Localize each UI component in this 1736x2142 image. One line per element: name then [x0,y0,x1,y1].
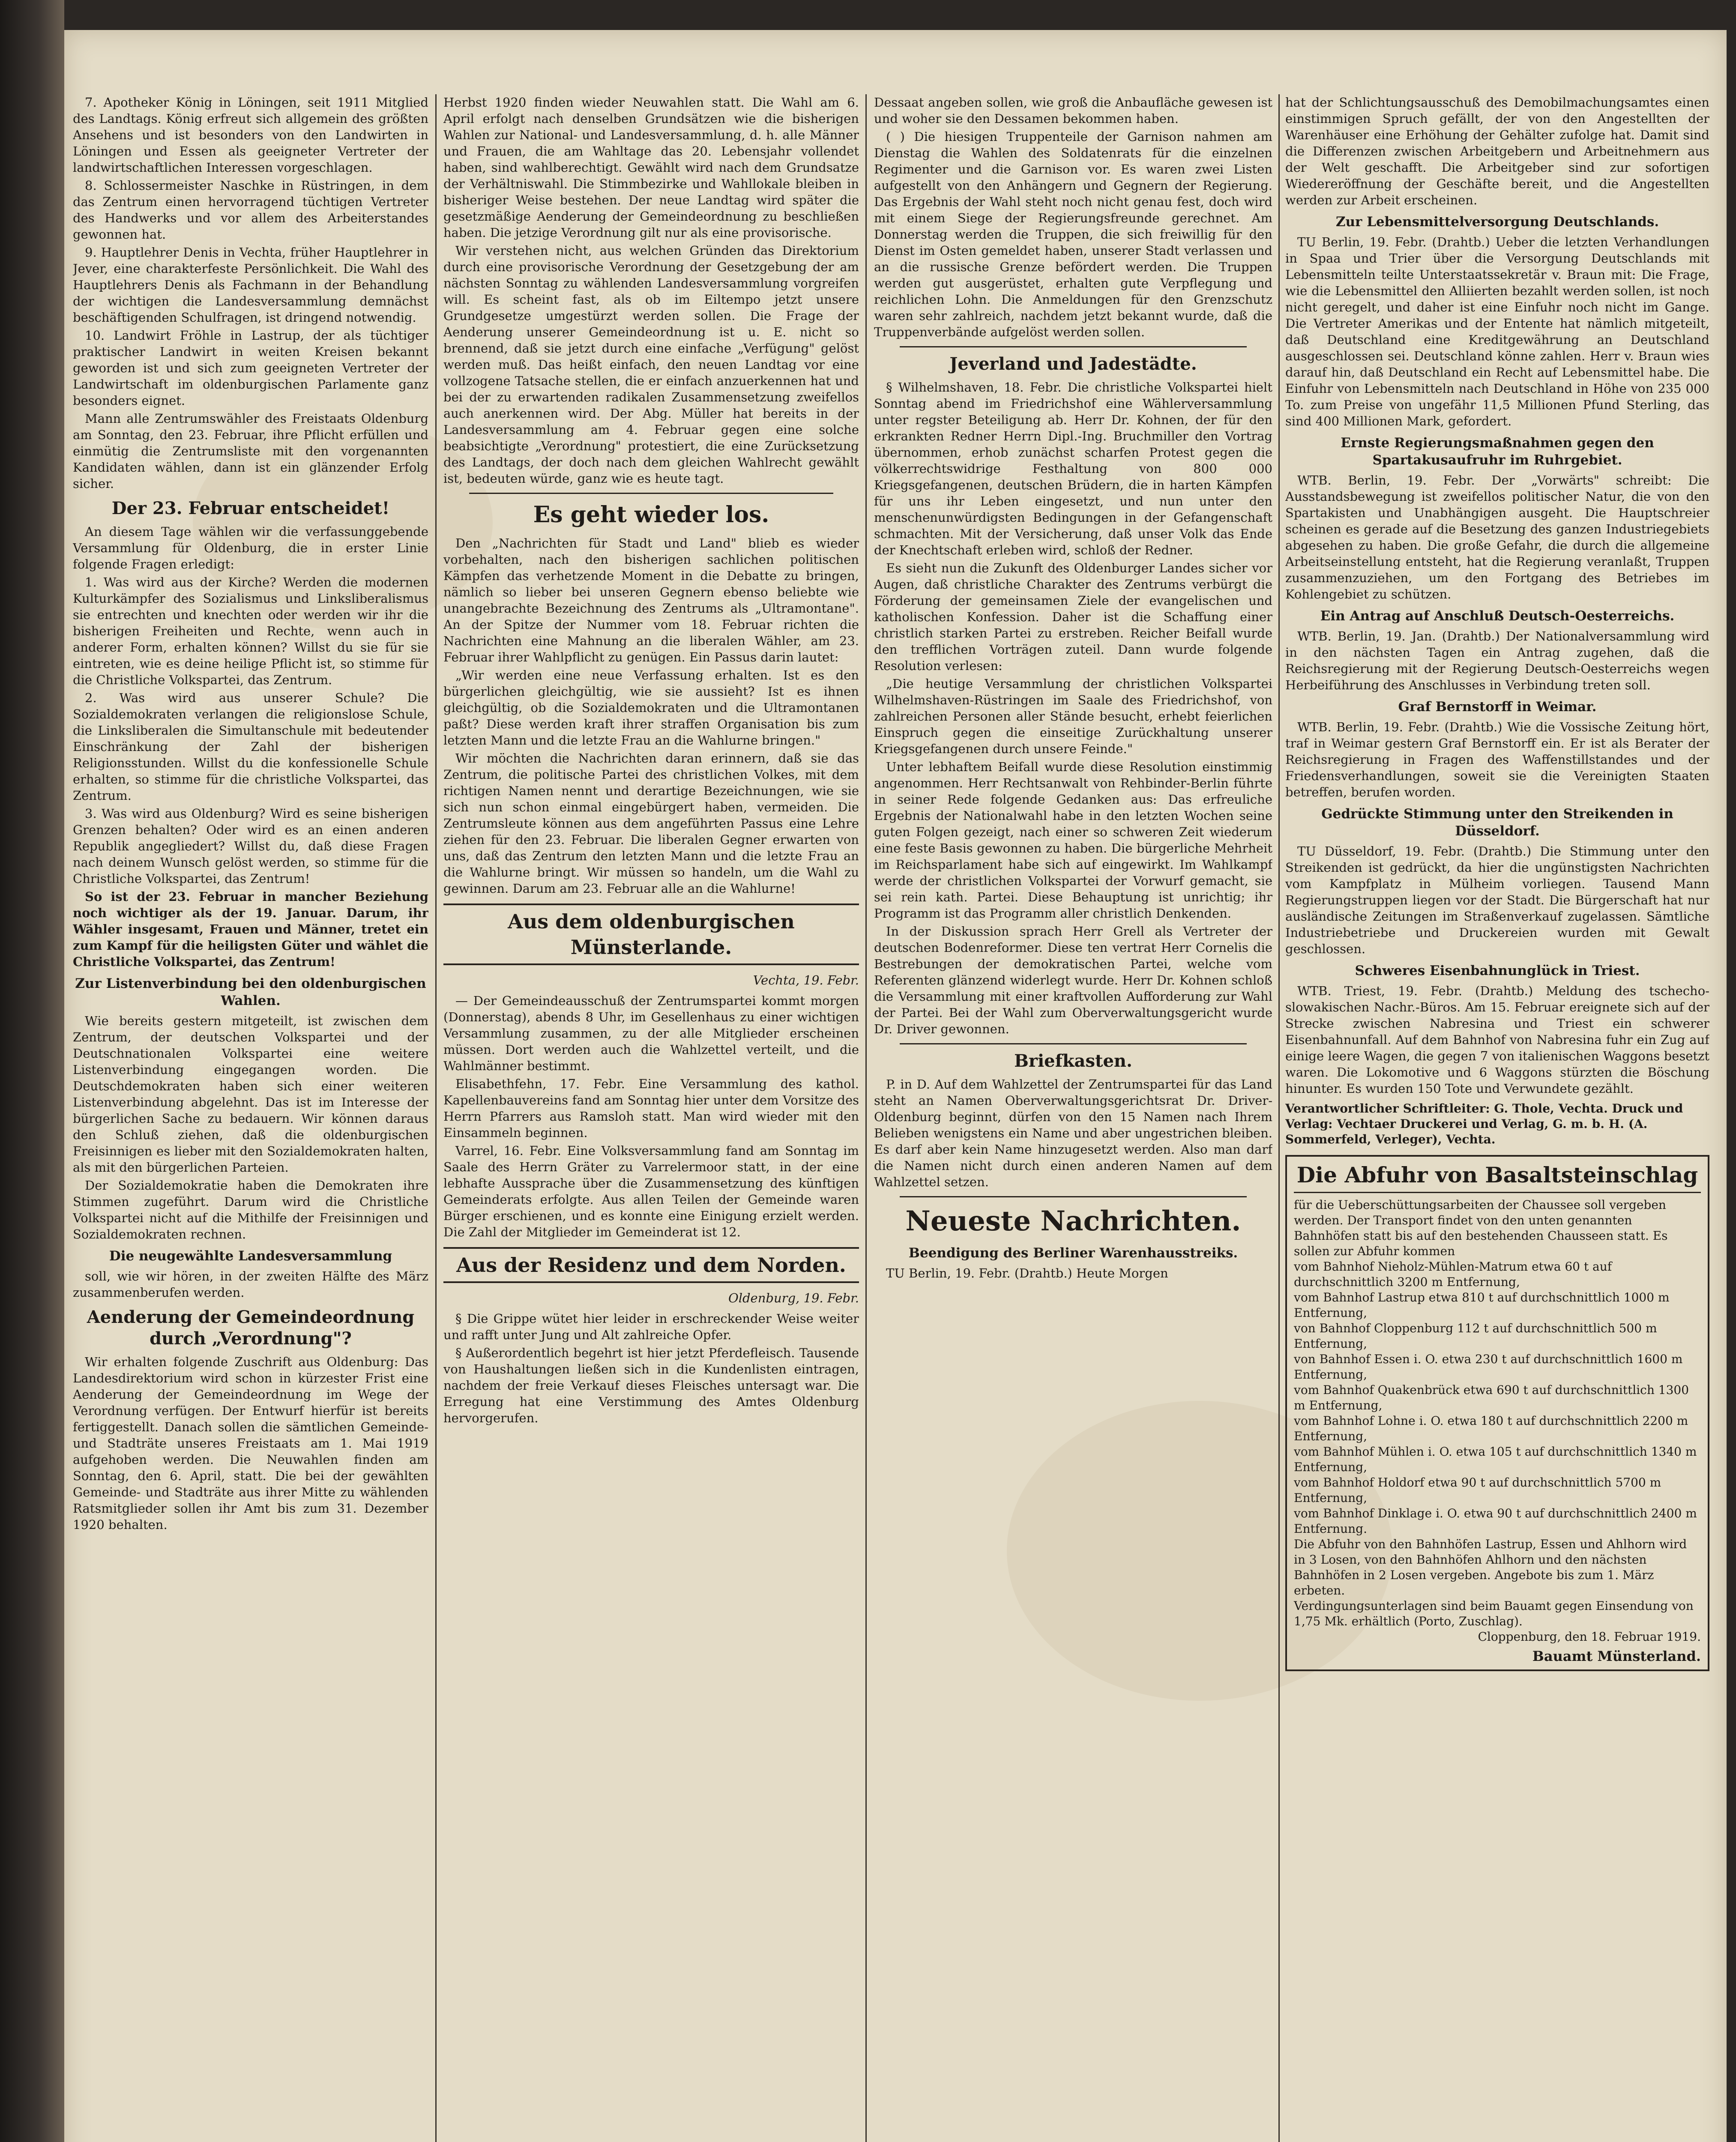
column-2 [443,94,859,2142]
column-rule [1278,94,1280,2142]
section-divider [900,346,1247,347]
article-paragraph: WTB. Triest, 19. Febr. (Drahtb.) Meldung des tschecho-slowakischen Nachr.-Büros. Am 15. Februar ereignete sich auf der Strecke zwischen Nabresina und Triest ein schwerer Eisenbahnunfall. Auf dem Bahnhof von Nabresina fuhr ein Zug auf einige leere Wagen, die gegen 7 von italienischen Waggons besetzt waren. Die Lokomotive und 6 Waggons stürzten die Böschung hinunter. Es wurden 150 Tote und Verwundete gezählt. [1285,984,1709,1096]
article-paragraph: § Die Grippe wütet hier leider in erschreckender Weise weiter und rafft unter Jung und Alt zahlreiche Opfer. [443,1311,859,1342]
column-3 [874,94,1272,2142]
article-paragraph: § Wilhelmshaven, 18. Febr. Die christliche Volkspartei hielt Sonntag abend im Friedrichshof eine Wählerversammlung unter regster Beteiligung ab. Herr Dr. Kohnen, der für den erkrankten Redner Herrn Dipl.-Ing. Bruchmiller den Vortrag übernommen, erhob zunächst scharfen Protest gegen die völkerrechtswidrige Festhaltung von 800 000 Kriegsgefangenen, deutschen Brüdern, die in harten Kämpfen für uns ihr Leben eingesetzt, und nun unter den menschenunwürdigsten Bedingungen in der Gefangenschaft schmachten. Mit der Versicherung, daß unser Volk das Ende der Knechtschaft erleben wird, schloß der Redner. [874,380,1272,557]
headline-list-connection: Zur Listenverbindung bei den oldenburgischen Wahlen. [75,976,426,1008]
section-divider [900,1196,1247,1197]
article-paragraph: Unter lebhaftem Beifall wurde diese Resolution einstimmig angenommen. Herr Rechtsanwalt von Rehbinder-Berlin führte in seiner Rede folgende Gedanken aus: Das erfreuliche Ergebnis der Nationalwahl habe in den letzten Wochen seine guten Folgen gezeigt, nach einer so schweren Zeit wiederum eine feste Basis gewonnen zu haben. Die bürgerliche Mehrheit im Reichsparlament habe sich auf eingewirkt. Im Wahlkampf werde der christlichen Volkspartei der Vorwurf gemacht, sie sei rein kath. Partei. Diese Behauptung ist unrichtig; ihr Programm ist das Programm aller christlich Denkenden. [874,760,1272,921]
article-paragraph: 8. Schlossermeister Naschke in Rüstringen, in dem das Zentrum einen hervorragend tüchtigen Vertreter des Handwerks und vor allem des Arbeiterstandes gewonnen hat. [73,178,428,242]
article-paragraph: WTB. Berlin, 19. Febr. Der „Vorwärts" schreibt: Die Ausstandsbewegung ist zweifellos politischer Natur, die von den Spartakisten und Unabhängigen ausgeht. Die Hauptschreier scheinen es gerade auf die Besetzung des ganzen Industriegebiets abgesehen zu haben. Die große Gefahr, die durch die allgemeine Arbeitseinstellung entsteht, hat die Regierung veranlaßt, Truppen zusammenzuziehen, um den Fortgang des Betriebes im Kohlengebiet zu schützen. [1285,473,1709,601]
dateline: Vechta, 19. Febr. [753,973,859,987]
headline-food-supply: Zur Lebensmittelversorgung Deutschlands. [1335,214,1659,230]
headline-trieste-accident: Schweres Eisenbahnunglück in Triest. [1355,963,1640,978]
column-rule [435,94,437,2142]
article-paragraph: Dessaat angeben sollen, wie groß die Anbaufläche gewesen ist und woher sie den Dessamen bekommen haben. [874,95,1272,126]
ad-row: vom Bahnhof Lastrup etwa 810 t auf durchschnittlich 1000 m Entfernung, [1294,1290,1670,1320]
article-paragraph: Wir möchten die Nachrichten daran erinnern, daß sie das Zentrum, die politische Partei des christlichen Volkes, mit dem richtigen Namen nennt und derartige Bezeichnungen, wie sie sich nun schon einmal eingebürgert haben, vermeiden. Die Zentrumsleute können aus dem angeführten Passus eine Lehre ziehen für den 23. Februar. Die liberalen Gegner erwarten von uns, daß das Zentrum den letzten Mann und die letzte Frau an die Wahlurne bringt. Wir müssen so handeln, um die Wahl zu gewinnen. Darum am 23. Februar alle an die Wahlurne! [443,751,859,896]
section-divider [900,1043,1247,1044]
newspaper-page [64,30,1727,2142]
article-paragraph: Mann alle Zentrumswähler des Freistaats Oldenburg am Sonntag, den 23. Februar, ihre Pflicht erfüllen und einmütig die Zentrumsliste mit den vorgenannten Kandidaten wählen, dann ist ein glänzender Erfolg sicher. [73,411,428,491]
article-paragraph: 10. Landwirt Fröhle in Lastrup, der als tüchtiger praktischer Landwirt in weiten Kreisen bekannt geworden ist und sich zum geeigneten Vertreter der Landwirtschaft im oldenburgischen Parlamente ganz besonders eignet. [73,328,428,408]
article-paragraph: WTB. Berlin, 19. Febr. (Drahtb.) Wie die Vossische Zeitung hört, traf in Weimar gestern Graf Bernstorff ein. Er ist als Berater der Reichsregierung in Fragen des Waffenstillstandes und der Friedensverhandlungen, soweit sie die Vereinigten Staaten betreffen, berufen worden. [1285,720,1709,799]
headline-jeverland: Jeverland und Jadestädte. [949,354,1197,374]
article-paragraph: Wir erhalten folgende Zuschrift aus Oldenburg: Das Landesdirektorium wird schon in kürzester Frist eine Aenderung der Gemeindeordnung im Wege der Verordnung verfügen. Der Entwurf hierfür ist bereits fertiggestellt. Danach sollen die sämtlichen Gemeinde- und Stadträte unseres Freistaats am 1. Mai 1919 aufgehoben werden. Die Neuwahlen finden am Sonntag, den 6. April, statt. Die bei der gewählten Gemeinde- und Stadträte aus ihrer Mitte zu wählenden Ratsmitglieder sollen ihr Amt bis zum 31. Dezember 1920 behalten. [73,1355,428,1532]
headline-duesseldorf-strike: Gedrückte Stimmung unter den Streikenden in Düsseldorf. [1321,806,1673,839]
article-paragraph: Der Sozialdemokratie haben die Demokraten ihre Stimmen zugeführt. Darum wird die Christliche Volkspartei nicht auf die Mithilfe der Freisinnigen und Sozialdemokraten rechnen. [73,1178,428,1242]
ad-row: vom Bahnhof Mühlen i. O. etwa 105 t auf durchschnittlich 1340 m Entfernung, [1294,1445,1697,1474]
article-paragraph: ( ) Die hiesigen Truppenteile der Garnison nahmen am Dienstag die Wahlen des Soldatenrats für die einzelnen Regimenter und die Garnison vor. Es waren zwei Listen aufgestellt von den Anhängern und Gegnern der Regierung. Das Ergebnis der Wahl steht noch nicht genau fest, doch wird mit einem Siege der Regierungsfreunde gerechnet. Am Donnerstag werden die Truppen, die sich freiwillig für den Dienst im Osten gemeldet haben, unserer Stadt verlassen und an die russische Grenze befördert werden. Die Truppen werden gut ausgerüstet, erhalten gute Verpflegung und reichlichen Lohn. Die Anmeldungen für den Grenzschutz waren sehr zahlreich, nachdem jetzt bekannt wurde, daß die Truppenverbände aufgelöst werden sollen. [874,129,1272,339]
headline-municipal-ordinance: Aenderung der Gemeindeordnung durch „Verordnung"? [87,1307,415,1349]
page-binding-edge [0,0,64,2142]
dateline: Oldenburg, 19. Febr. [728,1291,859,1305]
article-paragraph: — Der Gemeindeausschuß der Zentrumspartei kommt morgen (Donnerstag), abends 8 Uhr, im Gesellenhaus zu einer wichtigen Versammlung zusammen, zu der alle Mitglieder erscheinen müssen. Dort werden auch die Wahlzettel verteilt, und die Wahlmänner bestimmt. [443,993,859,1073]
ad-row: Die Abfuhr von den Bahnhöfen Lastrup, Essen und Ahlhorn wird in 3 Losen, von den Bahnhöfen Ahlhorn und den nächsten Bahnhöfen in 2 Losen vergeben. Angebote bis zum 1. März erbeten. [1294,1537,1687,1598]
article-paragraph: Herbst 1920 finden wieder Neuwahlen statt. Die Wahl am 6. April erfolgt nach denselben Grundsätzen wie die bisherigen Wahlen zur National- und Landesversammlung, d. h. alle Männer und Frauen, die am Wahltage das 20. Lebensjahr vollendet haben, sind wahlberechtigt. Gewählt wird nach dem Grundsatze der Verhältniswahl. Die Stimmbezirke und Wahllokale bleiben in bisheriger Weise bestehen. Der neue Landtag wird später die gesetzmäßige Aenderung der Gemeindeordnung zu beschließen haben. Die jetzige Verordnung gilt nur als eine provisorische. [443,95,859,240]
article-quote: „Wir werden eine neue Verfassung erhalten. Ist es den bürgerlichen gleichgültig, wie sie aussieht? Ist es ihnen gleichgültig, ob die Sozialdemokraten und die Ultramontanen paßt? Diese werden kraft ihrer straffen Organisation bis zum letzten Mann und die letzte Frau an die Wahlurne bringen." [443,668,859,748]
article-paragraph: 3. Was wird aus Oldenburg? Wird es seine bisherigen Grenzen behalten? Oder wird es an einen anderen Republik angegliedert? Willst du, daß diese Fragen nach deinem Wunsch gelöst werden, so stimme für die Christliche Volkspartei, das Zentrum! [73,806,428,886]
headline-letterbox: Briefkasten. [1014,1051,1132,1071]
article-paragraph: So ist der 23. Februar in mancher Beziehung noch wichtiger als der 19. Januar. Darum, ihr Wähler insgesamt, Frauen und Männer, tretet ein zum Kampf für die heiligsten Güter und wählet die Christliche Volkspartei, das Zentrum! [73,889,428,969]
advertisement-basalt [1285,1155,1709,1671]
ad-row: von Bahnhof Essen i. O. etwa 230 t auf durchschnittlich 1600 m Entfernung, [1294,1352,1683,1382]
article-paragraph: 9. Hauptlehrer Denis in Vechta, früher Hauptlehrer in Jever, eine charakterfeste Persönlichkeit. Die Wahl des Hauptlehrers Denis als Fachmann in der Behandlung der wichtigen die Landesversammlung demnächst beschäftigenden Schulfragen, ist dringend notwendig. [73,245,428,325]
ad-row: vom Bahnhof Dinklage i. O. etwa 90 t auf durchschnittlich 2400 m Entfernung. [1294,1506,1697,1536]
article-paragraph: § Außerordentlich begehrt ist hier jetzt Pferdefleisch. Tausende von Haushaltungen ließen sich in die Kundenlisten eintragen, nachdem der freie Verkauf dieses Fleisches untersagt war. Die Erregung hat eine Verstimmung des Amtes Oldenburg hervorgerufen. [443,1346,859,1425]
imprint: Verantwortlicher Schriftleiter: G. Thole, Vechta. Druck und Verlag: Vechtaer Druckerei und Verlag, G. m. b. H. (A. Sommerfeld, Verleger), Vechta. [1285,1101,1683,1146]
headline-state-assembly: Die neugewählte Landesversammlung [109,1248,392,1264]
article-paragraph: P. in D. Auf dem Wahlzettel der Zentrumspartei für das Land steht an Namen Oberverwaltungsgerichtsrat Dr. Driver-Oldenburg beginnt, dürfen von den 15 Namen nach Ihrem Belieben wenigstens ein Name und aber ungestrichen bleiben. Es darf aber kein Name hinzugesetzt werden. Also man darf die Namen nicht durch einen anderen Namen auf dem Wahlzettel setzen. [874,1077,1272,1189]
article-paragraph: Wir verstehen nicht, aus welchen Gründen das Direktorium durch eine provisorische Verordnung der Gesetzgebung der am nächsten Sonntag zu wählenden Landesversammlung vorgreifen will. Es scheint fast, als ob im Eiltempo jetzt unsere Grundgesetze umgestürzt werden sollen. Die Frage der Aenderung unserer Gemeindeordnung ist u. E. nicht so brennend, daß sie jetzt durch eine einfache „Verfügung" gelöst werden muß. Das heißt einfach, den neuen Landtag vor eine vollzogene Tatsache stellen, die er einfach anzuerkennen hat und bei der zu erwartenden radikalen Zusammensetzung zweifellos auch anerkennen wird. Der Abg. Müller hat bereits in der Landesversammlung am 4. Februar gegen eine solche beabsichtigte „Verordnung" protestiert, die eine Zurücksetzung des Landtags, der doch nach dem gleichen Wahlrecht gewählt ist, bedeuten würde, ganz wie es heute tagt. [443,243,859,486]
headline-it-starts-again: Es geht wieder los. [533,502,769,528]
headline-latest-news: Neueste Nachrichten. [905,1205,1241,1237]
article-paragraph: soll, wie wir hören, in der zweiten Hälfte des März zusammenberufen werden. [73,1269,428,1300]
article-paragraph: Den „Nachrichten für Stadt und Land" blieb es wieder vorbehalten, nach den bisherigen sachlichen politischen Kämpfen das verhetzende Moment in die Debatte zu bringen, nämlich so lieber bei unseren Gegnern ebenso beliebte wie unangebrachte Bezeichnung des Zentrums als „Ultramontane". An der Spitze der Nummer vom 18. Februar richten die Nachrichten eine Mahnung an die liberalen Wähler, am 23. Februar ihrer Wahlpflicht zu genügen. Ein Passus darin lautet: [443,536,859,664]
article-paragraph: WTB. Berlin, 19. Jan. (Drahtb.) Der Nationalversammlung wird in den nächsten Tagen ein Antrag zugehen, daß die Reichsregierung mit der Regierung Deutsch-Oesterreichs wegen Herbeiführung des Anschlusses in Verbindung treten soll. [1285,629,1709,692]
ad-rows [1294,1259,1701,1629]
headline-muensterland: Aus dem oldenburgischen Münsterlande. [443,903,859,965]
article-paragraph: Varrel, 16. Febr. Eine Volksversammlung fand am Sonntag im Saale des Herrn Gräter zu Varrelermoor statt, in der eine lebhafte Aussprache über die Zusammensetzung des künftigen Gemeinderats erfolgte. Aus allen Teilen der Gemeinde waren Bürger erschienen, und es konnte eine Einigung erzielt werden. Die Zahl der Mitglieder im Gemeinderat ist 12. [443,1143,859,1239]
article-paragraph: TU Berlin, 19. Febr. (Drahtb.) Heute Morgen [886,1266,1168,1280]
headline-ruhr-measures: Ernste Regierungsmaßnahmen gegen den Spartakusaufruhr im Ruhrgebiet. [1341,435,1654,468]
article-paragraph: In der Diskussion sprach Herr Grell als Vertreter der deutschen Bodenreformer. Diese ten vertrat Herr Cornelis die Bestrebungen der demokratischen Partei, welche vom Referenten glänzend widerlegt wurde. Herr Dr. Kohnen schloß die Versammlung mit einer kraftvollen Aufforderung zur Wahl der Partei. Bei der Wahl zum Oberverwaltungsgericht wurde Dr. Driver gewonnen. [874,924,1272,1036]
ad-signature: Bauamt Münsterland. [1532,1648,1701,1664]
article-paragraph: Elisabethfehn, 17. Febr. Eine Versammlung des kathol. Kapellenbauvereins fand am Sonntag hier unter dem Vorsitze des Herrn Pfarrers aus Ramsloh statt. Man wird wieder mit den Einsammeln beginnen. [443,1077,859,1140]
ad-row: vom Bahnhof Holdorf etwa 90 t auf durchschnittlich 5700 m Entfernung, [1294,1475,1661,1505]
article-paragraph: Es sieht nun die Zukunft des Oldenburger Landes sicher vor Augen, daß christliche Charakter des Zentrums verbürgt die Förderung der gemeinsamen Ziele der evangelischen und katholischen Konfession. Daher ist die Schaffung einer christlich starken Partei zu erstreben. Reicher Beifall wurde den trefflichen Vorträgen zuteil. Dann wurde folgende Resolution verlesen: [874,561,1272,673]
ad-intro: für die Ueberschüttungsarbeiten der Chaussee soll vergeben werden. Der Transport findet von den unten genannten Bahnhöfen statt bis auf den bestehenden Chausseen statt. Es sollen zur Abfuhr kommen [1294,1198,1668,1258]
article-paragraph: hat der Schlichtungsausschuß des Demobilmachungsamtes einen einstimmigen Spruch gefällt, der von den Angestellten der Warenhäuser eine Erhöhung der Gehälter zufolge hat. Damit sind die Differenzen zwischen Arbeitgebern und Arbeitnehmern aus der Welt geschafft. Die Arbeitgeber sind zur sofortigen Wiedereröffnung der Geschäfte bereit, und die Angestellten werden zur Arbeit erscheinen. [1285,95,1709,207]
column-1 [73,94,428,2142]
ad-row: von Bahnhof Cloppenburg 112 t auf durchschnittlich 500 m Entfernung, [1294,1321,1657,1351]
column-rule [865,94,867,2142]
article-paragraph: Wie bereits gestern mitgeteilt, ist zwischen dem Zentrum, der deutschen Volkspartei und der Deutschnationalen Volkspartei eine weitere Listenverbindung eingegangen worden. Die Deutschdemokraten haben sich einer weiteren Listenverbindung abgelehnt. Das ist im Interesse der bürgerlichen Sache zu bedauern. Wir können daraus den Schluß ziehen, daß die oldenburgischen Freisinnigen es lieber mit den Sozialdemokraten halten, als mit den bürgerlichen Parteien. [73,1014,428,1175]
ad-row: Verdingungsunterlagen sind beim Bauamt gegen Einsendung von 1,75 Mk. erhältlich (Porto, Zuschlag). [1294,1599,1694,1628]
article-paragraph: An diesem Tage wählen wir die verfassunggebende Versammlung für Oldenburg, die in erster Linie folgende Fragen erledigt: [73,524,428,571]
subheadline-warehouse-strike: Beendigung des Berliner Warenhausstreiks. [908,1245,1238,1261]
ad-row: vom Bahnhof Lohne i. O. etwa 180 t auf durchschnittlich 2200 m Entfernung, [1294,1414,1688,1443]
article-paragraph: 7. Apotheker König in Löningen, seit 1911 Mitglied des Landtags. König erfreut sich allgemein des größten Ansehens und ist besonders von den Landwirten in Löningen und Essen als geeigneter Vertreter der landwirtschaftlichen Interessen vorgeschlagen. [73,95,428,175]
headline-residence-north: Aus der Residenz und dem Norden. [443,1247,859,1283]
section-divider [469,493,833,494]
ad-place-date: Cloppenburg, den 18. Februar 1919. [1478,1630,1701,1644]
ad-title: Die Abfuhr von Basaltsteinschlag [1294,1162,1701,1193]
ad-row: vom Bahnhof Quakenbrück etwa 690 t auf durchschnittlich 1300 m Entfernung, [1294,1383,1689,1412]
article-paragraph: 1. Was wird aus der Kirche? Werden die modernen Kulturkämpfer des Sozialismus und Linksliberalismus sie entrechten und knechten oder werden wir ihr die bisherigen Freiheiten und Rechte, wenn auch in anderer Form, erhalten können? Willst du sie für sie eintreten, wie es deine heilige Pflicht ist, so stimme für die Christliche Volkspartei, das Zentrum. [73,575,428,687]
article-paragraph: 2. Was wird aus unserer Schule? Die Sozialdemokraten verlangen die religionslose Schule, die Linksliberalen die Simultanschule mit bedeutender Einschränkung der Zahl der bisherigen Religionsstunden. Willst du die konfessionelle Schule erhalten, so stimme für die christliche Volkspartei, das Zentrum. [73,691,428,803]
article-quote: „Die heutige Versammlung der christlichen Volkspartei Wilhelmshaven-Rüstringen im Saale des Friedrichshof, von zahlreichen Personen aller Stände besucht, erhebt feierlichen Einspruch gegen die einseitige Zurückhaltung unserer Kriegsgefangenen durch unsere Feinde." [874,676,1272,756]
headline-election-day: Der 23. Februar entscheidet! [111,498,390,518]
headline-bernstorff: Graf Bernstorff in Weimar. [1398,699,1597,715]
article-paragraph: TU Berlin, 19. Febr. (Drahtb.) Ueber die letzten Verhandlungen in Spaa und Trier über die Versorgung Deutschlands mit Lebensmitteln teilte Unterstaatssekretär v. Braun mit: Die Frage, wie die Lebensmittel den Alliierten bezahlt werden sollen, ist noch nicht geregelt, und daher ist eine Einfuhr noch nicht im Gange. Die Vertreter Amerikas und der Entente hat nämlich mitgeteilt, daß Deutschland eine Kreditgewährung an Deutschland ausgeschlossen sei. Deutschland könne zahlen. Herr v. Braun wies darauf hin, daß Deutschland ein Recht auf Lebensmittel habe. Die Einfuhr von Lebensmitteln nach Deutschland in Höhe von 235 000 To. zum Preise von ungefähr 11,5 Millionen Pfund Sterling, das sind 400 Millionen Mark, gefordert. [1285,235,1709,428]
ad-row: vom Bahnhof Nieholz-Mühlen-Matrum etwa 60 t auf durchschnittlich 3200 m Entfernung, [1294,1259,1612,1289]
column-4 [1285,94,1709,2142]
headline-austria-annexation: Ein Antrag auf Anschluß Deutsch-Oesterreichs. [1320,608,1675,624]
article-paragraph: TU Düsseldorf, 19. Febr. (Drahtb.) Die Stimmung unter den Streikenden ist gedrückt, da hier die ungünstigsten Nachrichten vom Kampfplatz in Mülheim vorliegen. Tausend Mann Regierungstruppen liegen vor der Stadt. Die Bürgerschaft hat nur ausländische Zeitungen im Straßenverkauf zugelassen. Sämtliche Industriebetriebe und Druckereien wurden mit Gewalt geschlossen. [1285,844,1709,956]
